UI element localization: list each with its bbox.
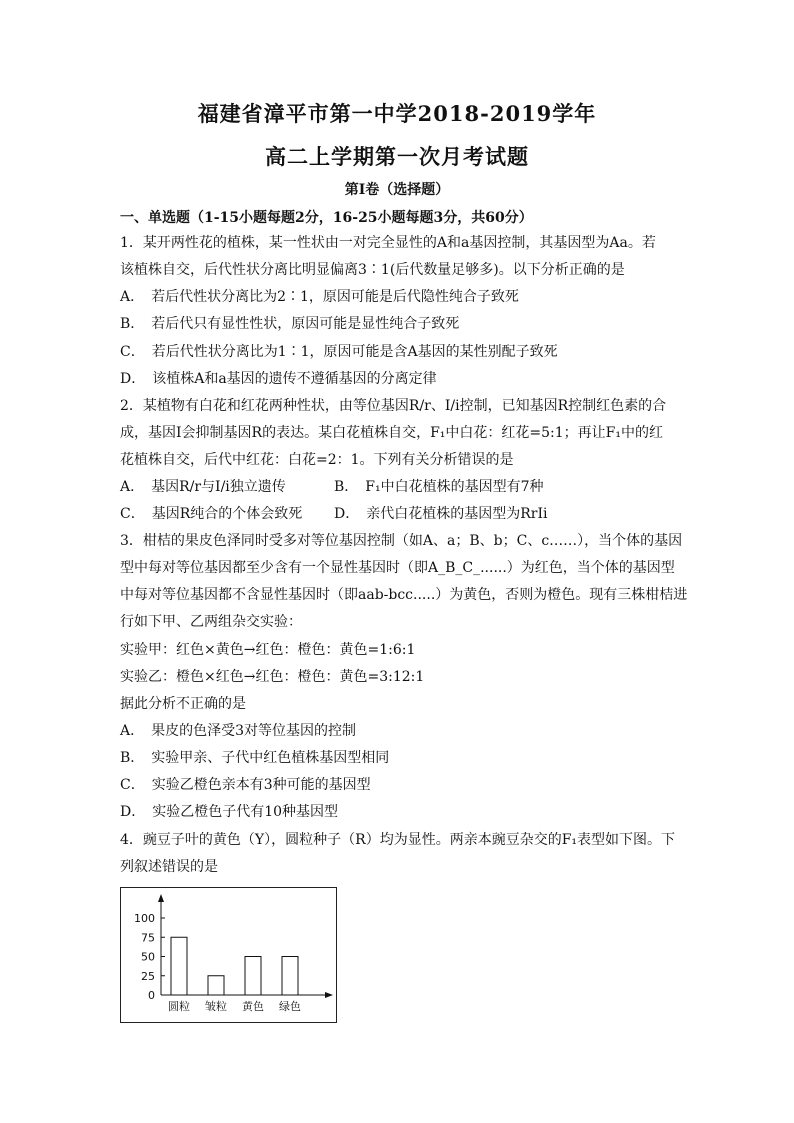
q3-option-a: A． 果皮的色泽受3对等位基因的控制 (120, 723, 357, 739)
bar-皱粒 (208, 976, 224, 995)
q1-option-c: C． 若后代性状分离比为1∶1，原因可能是含A基因的某性别配子致死 (120, 344, 558, 360)
q2-option-d: D． 亲代白花植株的基因型为RrIi (334, 506, 548, 522)
q1-option-a: A． 若后代性状分离比为2∶1，原因可能是后代隐性纯合子致死 (120, 289, 519, 305)
q3-stem-line1: 3．柑桔的果皮色泽同时受多对等位基因控制（如A、a；B、b；C、c……），当个体的基因 (120, 533, 683, 549)
bar-绿色 (282, 957, 298, 996)
q3-option-b: B． 实验甲亲、子代中红色植株基因型相同 (120, 750, 390, 766)
volume-heading: 第I卷（选择题） (344, 182, 450, 198)
q3-experiment-1: 实验甲：红色×黄色→红色：橙色：黄色=1:6:1 (120, 642, 416, 658)
q1-option-b: B． 若后代只有显性性状，原因可能是显性纯合子致死 (120, 316, 460, 332)
doc-title: 福建省漳平市第一中学2018-2019学年 (197, 101, 597, 126)
q1-option-d: D． 该植株A和a基因的遗传不遵循基因的分离定律 (120, 371, 437, 387)
bar-chart-frame (120, 887, 337, 1023)
q3-option-c: C． 实验乙橙色亲本有3种可能的基因型 (120, 777, 371, 793)
x-axis-arrow (325, 992, 333, 998)
q3-stem-line4: 行如下甲、乙两组杂交实验： (120, 614, 302, 630)
q2-stem-line3: 花植株自交，后代中红花：白花=2：1。下列有关分析错误的是 (120, 452, 514, 468)
bar-圆粒 (171, 937, 187, 995)
y-axis-arrow (158, 894, 164, 902)
bar-黄色 (245, 957, 261, 996)
x-tick-label: 圆粒 (168, 1000, 190, 1013)
section-heading: 一、单选题（1-15小题每题2分，16-25小题每题3分，共60分） (120, 210, 533, 226)
x-tick-label: 绿色 (279, 1000, 301, 1013)
q1-stem-line2: 该植株自交，后代性状分离比明显偏离3∶1(后代数量足够多)。以下分析正确的是 (120, 262, 625, 278)
q2-option-a: A． 基因R/r与I/i独立遗传 (120, 479, 286, 495)
q3-stem-line3: 中每对等位基因都不含显性基因时（即aab-bcc.....）为黄色，否则为橙色。现有三株柑桔进 (120, 587, 688, 603)
q2-option-c: C． 基因R纯合的个体会致死 (120, 506, 303, 522)
q3-stem-line5: 据此分析不正确的是 (120, 696, 246, 712)
doc-subtitle: 高二上学期第一次月考试题 (265, 144, 529, 169)
y-tick-label: 100 (134, 912, 155, 925)
q4-stem-line1: 4．豌豆子叶的黄色（Y），圆粒种子（R）均为显性。两亲本豌豆杂交的F₁表型如下图。下 (120, 832, 676, 848)
q2-stem-line2: 成，基因I会抑制基因R的表达。某白花植株自交，F₁中白花：红花=5:1；再让F₁中的红 (120, 425, 663, 441)
q3-option-d: D． 实验乙橙色子代有10种基因型 (120, 804, 339, 820)
q4-stem-line2: 列叙述错误的是 (120, 859, 218, 875)
x-tick-label: 黄色 (242, 1000, 264, 1013)
y-tick-label: 25 (141, 969, 155, 983)
q2-stem-line1: 2．某植物有白花和红花两种性状，由等位基因R/r、I/i控制，已知基因R控制红色素的合 (120, 398, 667, 414)
y-tick-label: 75 (141, 931, 155, 945)
y-tick-label: 50 (141, 950, 155, 964)
q3-stem-line2: 型中每对等位基因都至少含有一个显性基因时（即A_B_C_......）为红色，当个体的基因型 (120, 560, 675, 576)
bar-chart (121, 888, 336, 1022)
y-tick-label: 0 (148, 989, 155, 1002)
x-tick-label: 皱粒 (205, 1000, 227, 1013)
q2-option-b: B． F₁中白花植株的基因型有7种 (334, 479, 544, 495)
q3-experiment-2: 实验乙：橙色×红色→红色：橙色：黄色=3:12:1 (120, 669, 425, 685)
q1-stem-line1: 1．某开两性花的植株，某一性状由一对完全显性的A和a基因控制，其基因型为Aa。若 (120, 235, 656, 251)
